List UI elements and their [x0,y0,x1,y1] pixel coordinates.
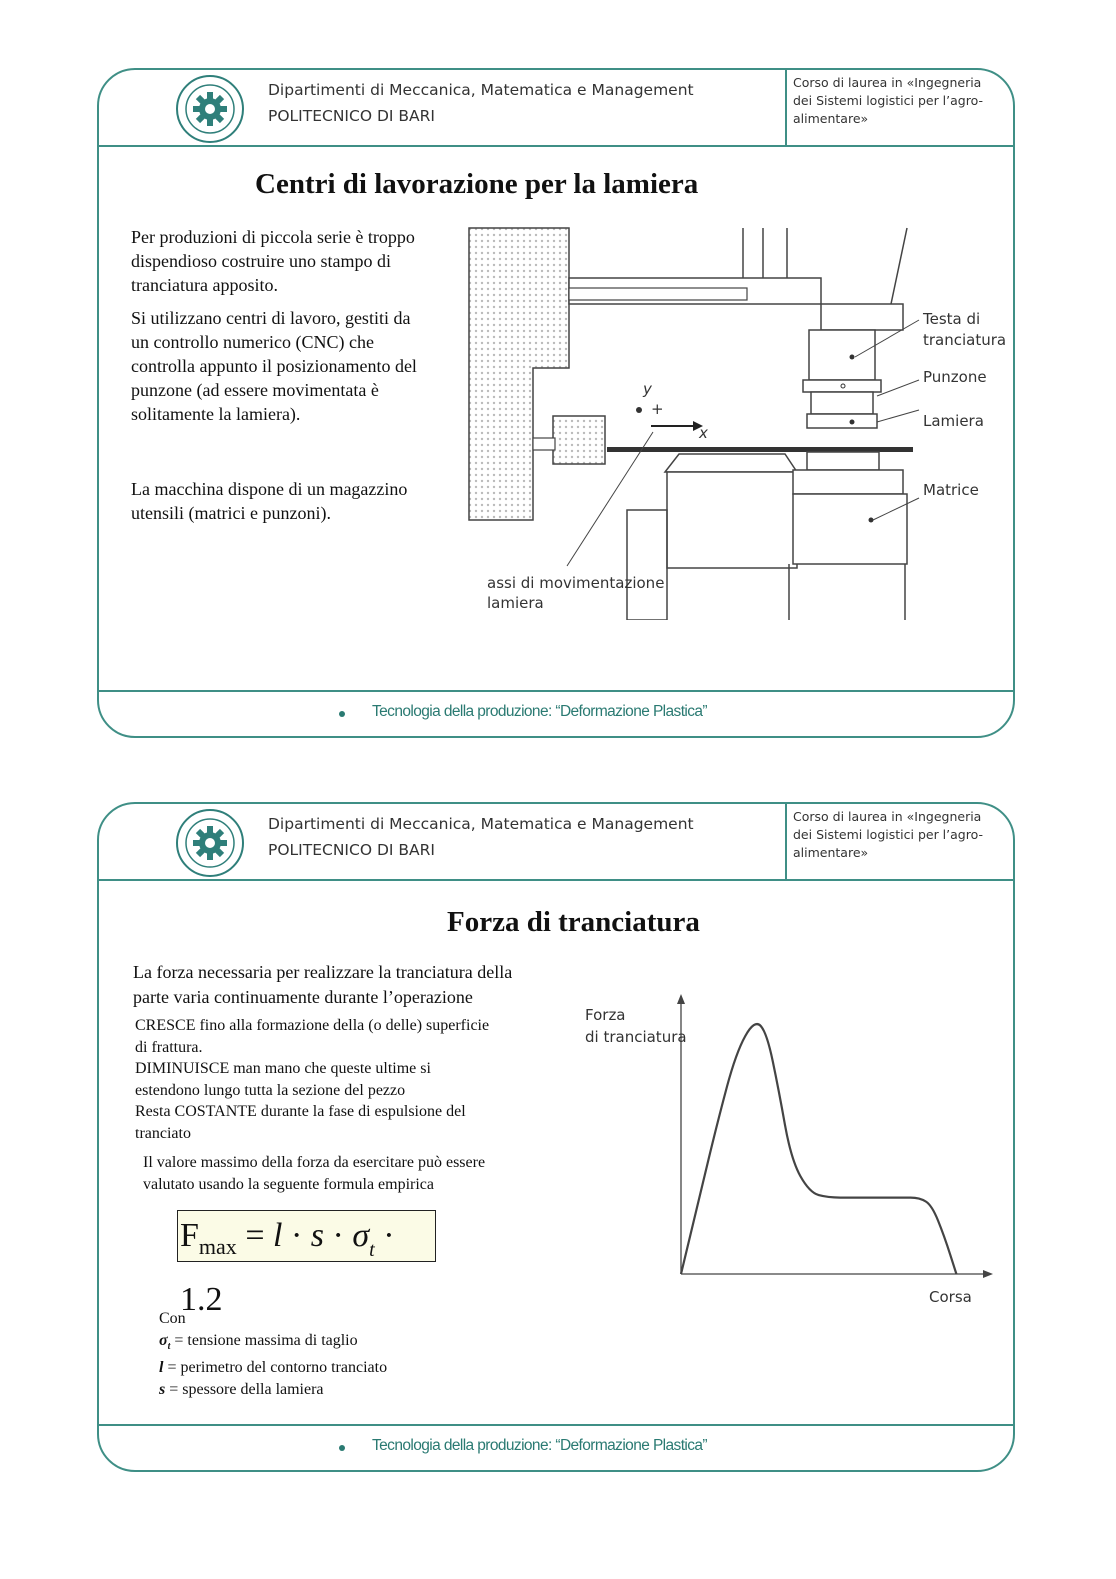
text-line: Il valore massimo della forza da esercitare può essere [143,1154,486,1171]
matrice [793,494,907,564]
legend-item [159,1379,387,1401]
label-assi-lamiera: lamiera [487,594,544,612]
paragraph-1 [131,225,415,297]
text-line: solitamente la lamiera). [131,404,301,424]
y-axis-label-2: di tranciatura [585,1028,687,1046]
legend-subscript: t [167,1340,171,1352]
footer-text: Tecnologia della produzione: “Deformazione Plastica” [372,703,707,720]
footer-text: Tecnologia della produzione: “Deformazione Plastica” [372,1437,707,1454]
footer-bullet [339,1445,345,1451]
formula-f: F [180,1217,199,1254]
header-divider [785,804,787,879]
course-line: Corso di laurea in «Ingegneria [793,809,982,824]
department-name: Dipartimenti di Meccanica, Matematica e Management [268,81,694,99]
punzone [811,392,873,414]
label-tranciatura: tranciatura [923,331,1007,349]
text-line: dispendioso costruire uno stampo di [131,251,391,271]
slide-2 [97,802,1015,1472]
course-name [793,74,1003,128]
y-axis-arrow [677,994,685,1004]
course-line: Corso di laurea in «Ingegneria [793,75,982,90]
formula-sigma: σ [352,1217,370,1254]
course-line: alimentare» [793,111,869,126]
text-line: utensili (matrici e punzoni). [131,503,331,523]
text-line: La macchina dispone di un magazzino [131,479,408,499]
force-series-line [681,1024,956,1274]
clamp [553,416,605,464]
legend-con: Con [159,1310,186,1327]
legend-symbol: s [159,1380,166,1398]
text-line: valutato usando la seguente formula empirica [143,1175,435,1193]
text-line: Per produzioni di piccola serie è troppo [131,227,415,247]
label-lamiera: Lamiera [923,412,984,430]
punzone-ring [803,380,881,392]
department-name: Dipartimenti di Meccanica, Matematica e Management [268,815,694,833]
formula-s: s [310,1217,325,1254]
force-stroke-chart [569,974,1009,1314]
department-block [268,77,694,129]
legend-item [159,1330,387,1358]
formula-dot: · [374,1217,395,1254]
slide-1 [97,68,1015,738]
formula-box [177,1210,436,1318]
legend-text: = spessore della lamiera [165,1380,324,1398]
text-line: controlla appunto il posizionamento del [131,356,417,376]
legend-item [159,1357,387,1379]
slide-footer [99,1424,1013,1470]
y-axis-label: Forza [585,1006,626,1024]
university-name: POLITECNICO DI BARI [268,841,435,859]
course-line: dei Sistemi logistici per l’agro- [793,93,983,108]
x-axis-arrow [983,1270,993,1278]
machine-arm-inner [569,288,747,300]
legend-text: = tensione massima di taglio [170,1331,358,1349]
formula-eq: = [236,1217,273,1254]
formula-dot: · [282,1217,311,1254]
formula-sub-max: max [198,1234,237,1259]
header-divider [785,70,787,145]
text-line: Resta COSTANTE durante la fase di espulsione del [135,1103,466,1120]
label-matrice: Matrice [923,481,979,499]
testa-tranciatura [809,330,875,380]
formula-dot: · [324,1217,353,1254]
course-line: alimentare» [793,845,869,860]
text-line: tranciato [135,1124,191,1142]
course-name [793,808,1003,862]
machine-frame [469,228,569,520]
text-line: Si utilizzano centri di lavoro, gestiti da [131,308,411,328]
x-axis-label: Corsa [929,1288,972,1306]
text-line: La forza necessaria per realizzare la tranciatura della [133,962,513,982]
cnc-machine-diagram [467,220,1007,620]
axis-x-label: x [699,424,708,442]
head-top [821,304,903,330]
text-line: un controllo numerico (CNC) che [131,332,374,352]
label-assi: assi di movimentazione [487,574,665,592]
paragraph-2 [131,306,417,426]
text-line: di frattura. [135,1038,203,1056]
course-line: dei Sistemi logistici per l’agro- [793,827,983,842]
text-line: punzone (ad essere movimentata è [131,380,379,400]
legend-symbol: σ [159,1331,168,1349]
text-line: estendono lungo tutta la sezione del pezzo [135,1081,406,1099]
slide-title: Forza di tranciatura [447,906,700,938]
axis-y-label: y [643,380,652,398]
text-line: parte varia continuamente durante l’operazione [133,987,473,1007]
formula-intro [143,1152,485,1195]
label-punzone: Punzone [923,368,987,386]
text-line: tranciatura apposito. [131,275,278,295]
details-paragraph [135,1015,489,1144]
label-testa: Testa di [923,310,981,328]
formula-l: l [273,1217,283,1254]
legend-block [159,1308,387,1400]
department-block [268,811,694,863]
slide-header [99,70,1013,147]
politecnico-logo-icon [175,808,245,878]
footer-bullet [339,711,345,717]
formula-factor: 1.2 [180,1281,223,1318]
slide-title: Centri di lavorazione per la lamiera [255,168,699,200]
text-line: CRESCE fino alla formazione della (o delle) superficie [135,1017,490,1034]
matrice-top [807,452,879,470]
axis-plus-label: + [651,400,664,418]
slide-header [99,804,1013,881]
legend-symbol: l [159,1359,164,1377]
politecnico-logo-icon [175,74,245,144]
legend-text: = perimetro del contorno tranciato [163,1359,388,1377]
lower-table [667,472,797,568]
paragraph-3 [131,477,407,525]
university-name: POLITECNICO DI BARI [268,107,435,125]
formula-sub-t: t [369,1239,375,1261]
intro-paragraph [133,960,512,1010]
text-line: DIMINUISCE man mano che queste ultime si [135,1060,431,1077]
slide-footer [99,690,1013,736]
